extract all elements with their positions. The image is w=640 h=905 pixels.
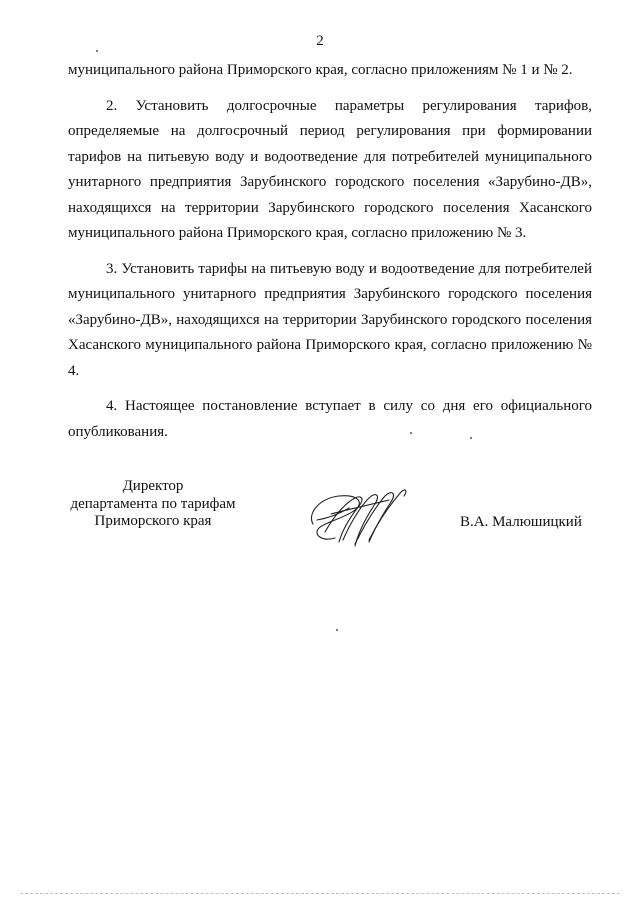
paragraph-continuation: муниципального района Приморского края, согласно приложениям № 1 и № 2. (68, 62, 573, 78)
paragraph-3: 3. Установить тарифы на питьевую воду и водоотведение для потребителей муниципального унитарного предприятия Зарубинского городского поселения «Зарубино-ДВ», находящихся на территории Зарубинского городского поселения Хасанского муниципального района Приморского края, согласно приложению № 4. (68, 260, 592, 379)
position-line-2: департамента по тарифам (70, 495, 236, 512)
signature-block (0, 478, 640, 558)
signer-name: В.А. Малюшицкий (460, 514, 582, 530)
scan-speck (96, 50, 98, 52)
position-line-1: Директор (122, 478, 184, 494)
scan-speck (410, 432, 412, 434)
document-body (68, 58, 592, 455)
signer-position (68, 478, 238, 531)
position-line-3: Приморского края (94, 513, 212, 529)
paragraph-4: 4. Настоящее постановление вступает в силу со дня его официального опубликования. (68, 398, 592, 440)
scan-edge-noise (20, 893, 620, 897)
handwritten-signature (305, 484, 410, 554)
page-number: 2 (316, 33, 324, 49)
scan-speck (470, 437, 472, 439)
paragraph-2: 2. Установить долгосрочные параметры регулирования тарифов, определяемые на долгосрочный период регулирования при формировании тарифов на питьевую воду и водоотведение для потребителей муниципального унитарного предприятия Зарубинского городского поселения «Зарубино-ДВ», находящихся на территории Зарубинского городского поселения Хасанского муниципального района Приморского края, согласно приложению № 3. (68, 97, 592, 241)
scan-speck (336, 629, 338, 631)
